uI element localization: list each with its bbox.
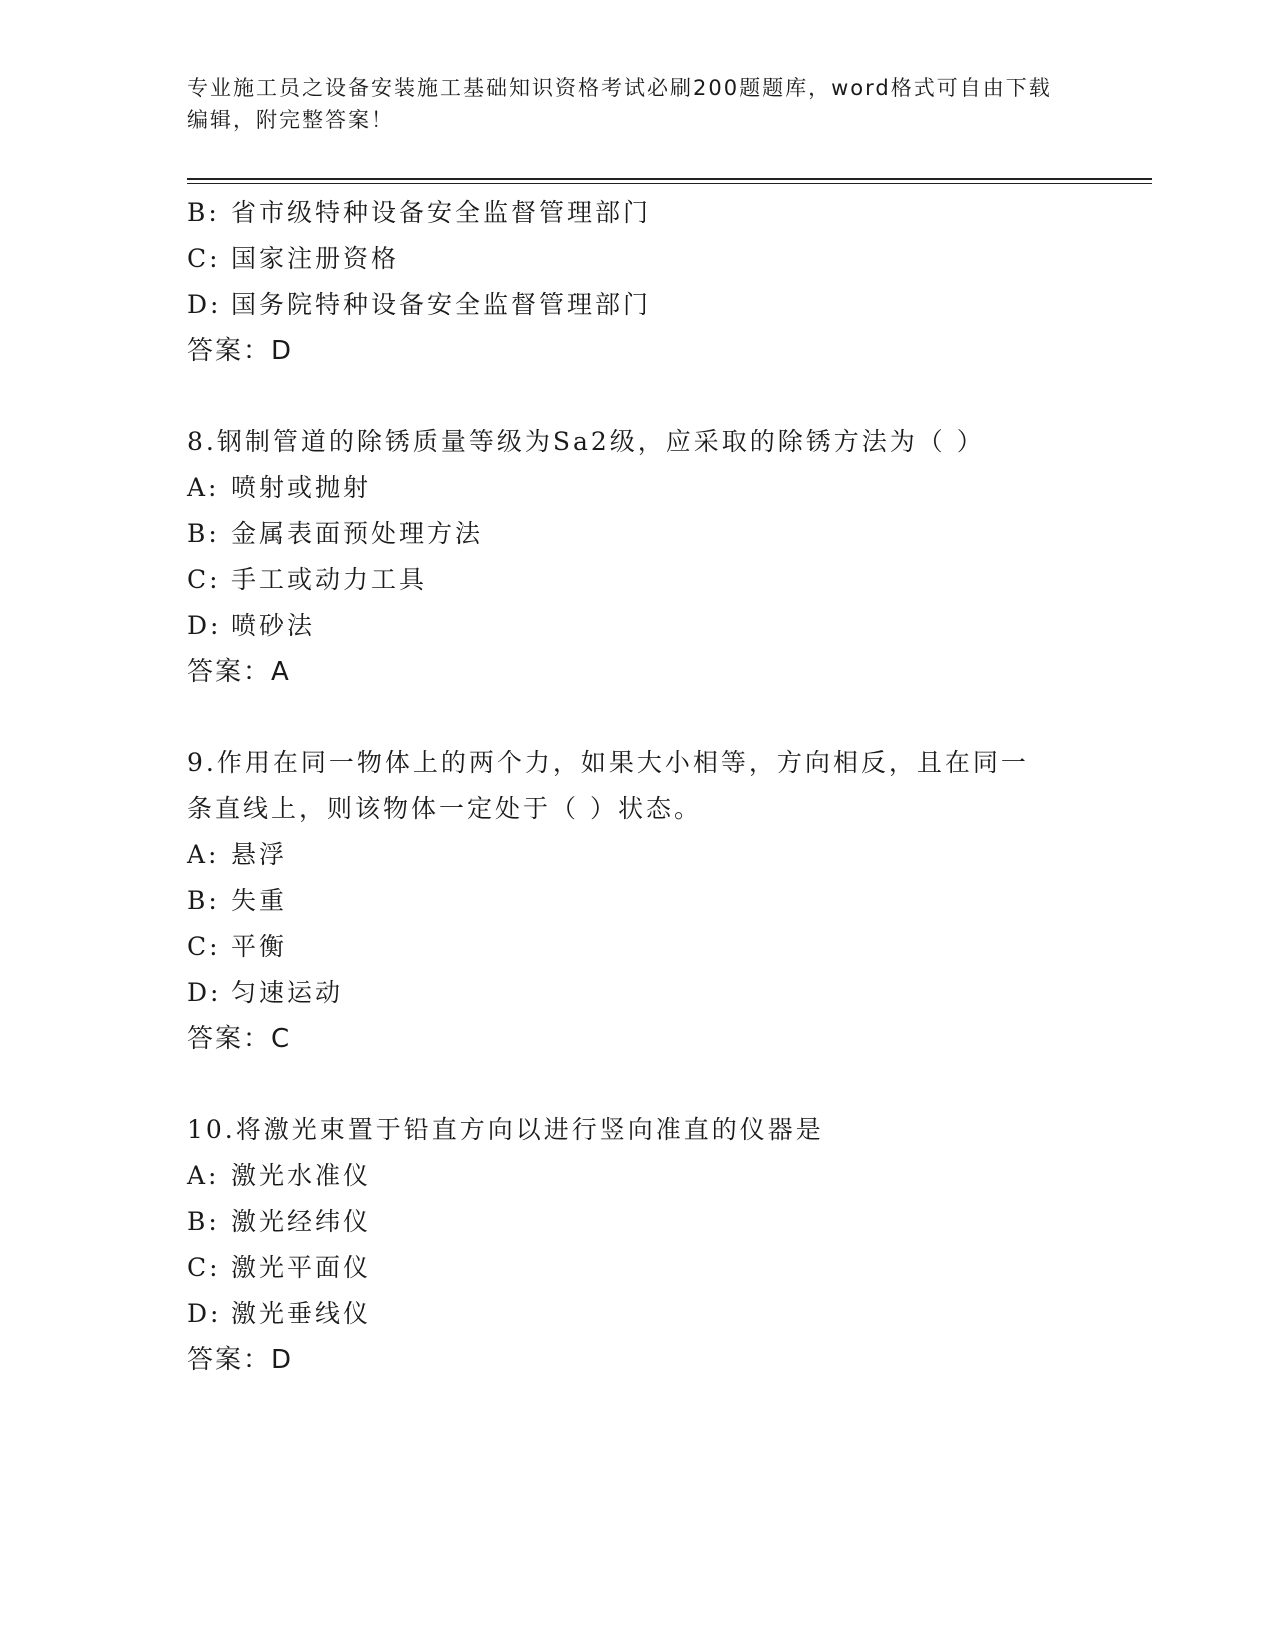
document-header: 专业施工员之设备安装施工基础知识资格考试必刷200题题库，word格式可自由下载编辑，附完整答案！	[187, 76, 1052, 132]
option-b: B: 激光经纬仪	[187, 1207, 372, 1236]
answer: 答案：D	[187, 336, 294, 366]
option-d: D: 匀速运动	[187, 978, 344, 1007]
option-c: C: 激光平面仪	[187, 1253, 372, 1282]
header-divider-thin	[187, 183, 1152, 184]
option-c: C: 国家注册资格	[187, 244, 400, 273]
question-stem: 9.作用在同一物体上的两个力，如果大小相等，方向相反，且在同一	[187, 748, 1029, 777]
answer: 答案：C	[187, 1024, 292, 1054]
option-a: A: 喷射或抛射	[187, 473, 372, 502]
option-c: C: 手工或动力工具	[187, 565, 428, 594]
answer: 答案：A	[187, 657, 291, 687]
question-9	[187, 740, 1067, 1062]
option-c: C: 平衡	[187, 932, 288, 961]
option-d: D: 激光垂线仪	[187, 1299, 372, 1328]
question-stem: 8.钢制管道的除锈质量等级为Sa2级，应采取的除锈方法为（ ）	[187, 427, 985, 456]
question-10	[187, 1107, 1067, 1383]
option-a: A: 激光水准仪	[187, 1161, 372, 1190]
option-b: B: 金属表面预处理方法	[187, 519, 484, 548]
option-d: D: 喷砂法	[187, 611, 316, 640]
header-divider-thick	[187, 178, 1152, 180]
option-d: D: 国务院特种设备安全监督管理部门	[187, 290, 652, 319]
option-b: B: 失重	[187, 886, 288, 915]
option-b: B: 省市级特种设备安全监督管理部门	[187, 198, 652, 227]
question-continued	[187, 190, 1067, 374]
question-stem-continued: 条直线上，则该物体一定处于（ ）状态。	[187, 794, 702, 823]
document-body	[187, 190, 1067, 1383]
question-8	[187, 419, 1067, 695]
answer: 答案：D	[187, 1345, 294, 1375]
option-a: A: 悬浮	[187, 840, 288, 869]
question-stem: 10.将激光束置于铅直方向以进行竖向准直的仪器是	[187, 1115, 824, 1144]
